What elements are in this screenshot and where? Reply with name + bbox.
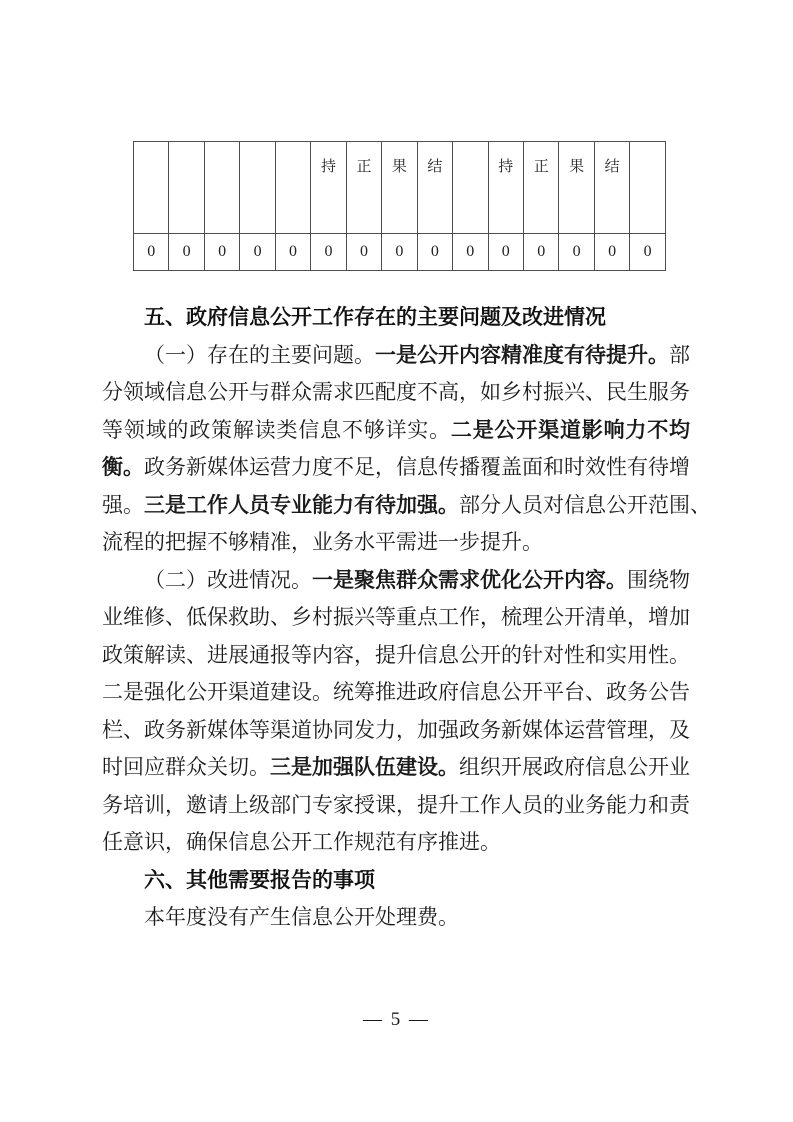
table-value-cell: 0 [204,234,239,271]
table-value-cell: 0 [311,234,346,271]
emphasis-text: 二是公开渠道影响力不均 [450,417,690,442]
table-value-cell: 0 [382,234,417,271]
table-header-cell [240,142,275,234]
body-text: 围绕物 [627,567,690,592]
table-value-cell: 0 [630,234,666,271]
body-text: 时回应群众关切。 [102,755,270,779]
table-header-cell [204,142,239,234]
table-header-cell: 果 [559,142,594,234]
lead-in-text: （一）存在的主要问题。 [144,342,375,367]
table-value-cell: 0 [523,234,558,271]
table-header-cell [169,142,204,234]
table-value-cell: 0 [559,234,594,271]
section5-heading: 五、政府信息公开工作存在的主要问题及改进情况 [144,306,606,329]
table-header-cell [134,142,169,234]
paragraph-line: 栏、政务新媒体等渠道协同发力，加强政务新媒体运营管理，及 [102,717,690,742]
table-header-cell: 结 [417,142,452,234]
table-header-cell: 正 [523,142,558,234]
paragraph-line: 任意识，确保信息公开工作规范有序推进。 [102,830,501,854]
emphasis-text: 衡。 [102,455,144,479]
paragraph-line [102,487,711,525]
paragraph-line [102,749,690,787]
table-value-cell: 0 [134,234,169,271]
paragraph-line: 政策解读、进展通报等内容，提升信息公开的针对性和实用性。 [102,642,690,667]
paragraph-line: 二是强化公开渠道建设。统筹推进政府信息公开平台、政务公告 [102,680,690,704]
table-header-cell: 正 [346,142,381,234]
paragraph-line [102,412,690,450]
table-header-row [134,142,666,234]
body-text: 部分人员对信息公开范围、 [459,492,711,517]
paragraph-line [102,449,690,487]
table-header-cell [275,142,310,234]
emphasis-text: 一是聚焦群众需求优化公开内容。 [312,567,627,592]
emphasis-text: 三是加强队伍建设。 [270,755,459,779]
body-text: 政务新媒体运营力度不足，信息传播覆盖面和时效性有待增 [144,455,690,479]
table-header-cell [453,142,488,234]
table-value-cell: 0 [594,234,629,271]
paragraph-line: 本年度没有产生信息公开处理费。 [144,905,459,929]
page-number: — 5 — [363,1009,430,1030]
body-text: 等领域的政策解读类信息不够详实。 [102,417,451,442]
table-value-row [134,234,666,271]
lead-in-text: （二）改进情况。 [144,567,312,592]
body-text: 强。 [102,492,144,517]
section6-heading: 六、其他需要报告的事项 [144,868,375,892]
table-value-cell: 0 [169,234,204,271]
table-value-cell: 0 [275,234,310,271]
table-header-cell: 持 [311,142,346,234]
paragraph-line [102,337,690,375]
table-header-cell: 持 [488,142,523,234]
paragraph-line [102,562,690,600]
body-text: 组织开展政府信息公开业 [459,755,690,779]
paragraph-line: 分领域信息公开与群众需求匹配度不高，如乡村振兴、民生服务 [102,380,690,404]
table-header-cell: 果 [382,142,417,234]
paragraph-line: 业维修、低保救助、乡村振兴等重点工作，梳理公开清单，增加 [102,605,690,629]
table-value-cell: 0 [488,234,523,271]
paragraph-line: 流程的把握不够精准，业务水平需进一步提升。 [102,530,543,554]
table-value-cell: 0 [453,234,488,271]
table-header-cell [630,142,666,234]
emphasis-text: 一是公开内容精准度有待提升。 [375,342,669,367]
body-text: 部 [669,342,690,367]
emphasis-text: 三是工作人员专业能力有待加强。 [144,492,459,517]
table-header-cell: 结 [594,142,629,234]
table-value-cell: 0 [417,234,452,271]
paragraph-line: 务培训，邀请上级部门专家授课，提升工作人员的业务能力和责 [102,792,690,817]
text-block [102,299,711,937]
table-value-cell: 0 [346,234,381,271]
statistics-table [133,141,666,271]
table-value-cell: 0 [240,234,275,271]
